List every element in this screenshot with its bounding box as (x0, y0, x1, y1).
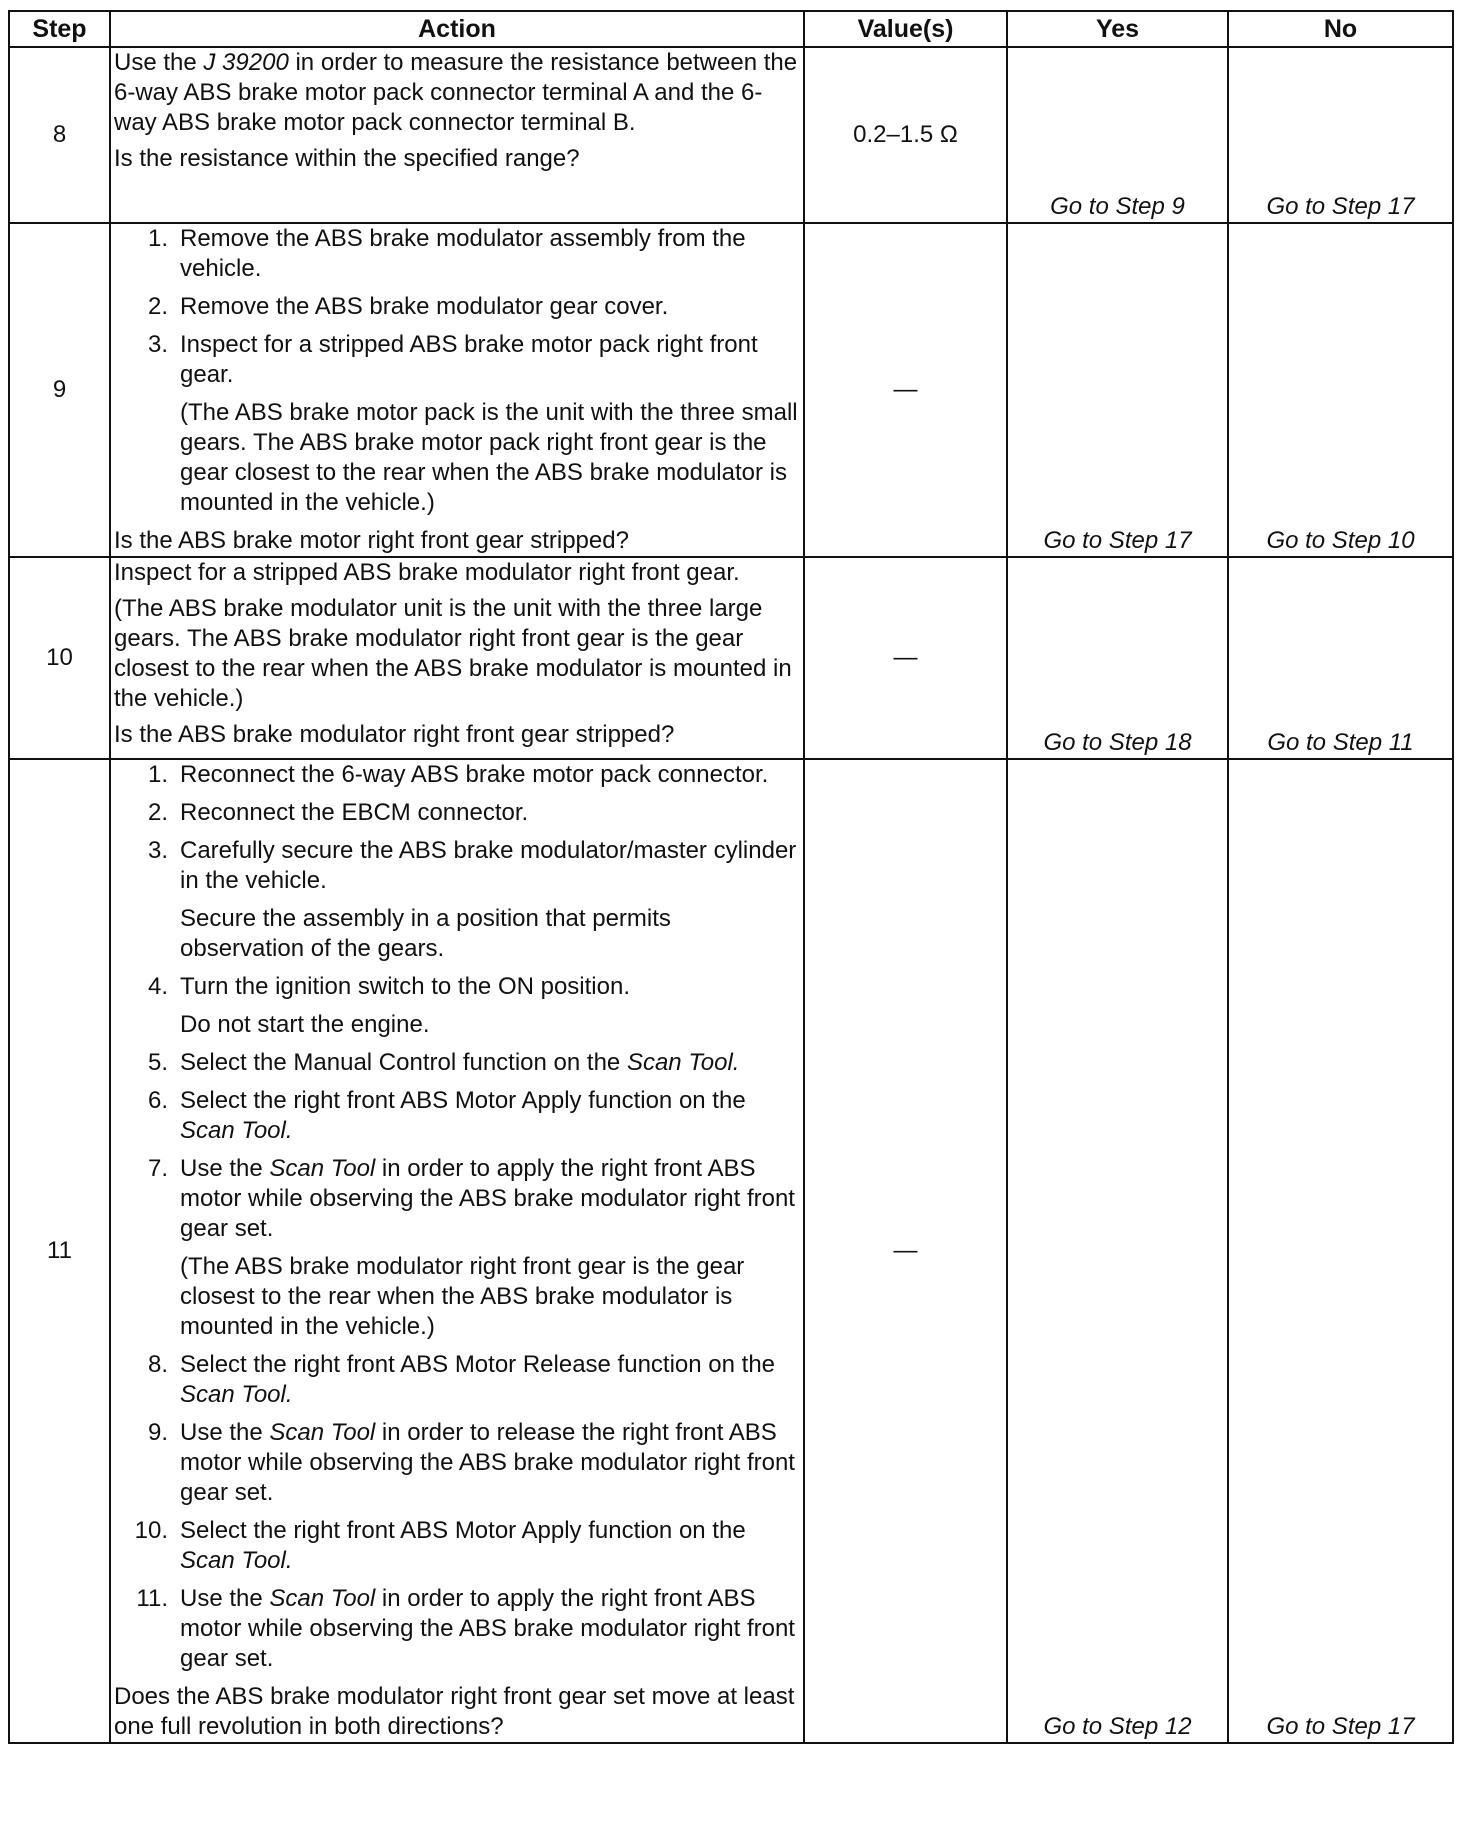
list-item (114, 292, 800, 322)
list-item-number: 9. (147, 1419, 168, 1446)
step-number: 9 (9, 223, 110, 557)
list-item (114, 972, 800, 1040)
text-fragment: Carefully secure the ABS brake modulator/master cylinder in the vehicle. (180, 837, 797, 894)
list-item-text (180, 225, 746, 282)
no-result: Go to Step 17 (1228, 47, 1453, 223)
yes-result: Go to Step 12 (1007, 759, 1228, 1743)
text-fragment: Select the right front ABS Motor Apply function on the (180, 1087, 746, 1114)
text-fragment: Use the (180, 1419, 270, 1446)
list-item-text (180, 799, 528, 826)
text-fragment: Scan Tool. (180, 1381, 293, 1408)
text-fragment: Scan Tool. (626, 1049, 740, 1076)
list-item-note: Do not start the engine. (180, 1011, 430, 1038)
list-item-text (180, 1087, 746, 1144)
text-fragment: Scan Tool (269, 1419, 376, 1446)
list-item-text (180, 1155, 795, 1242)
list-item-number: 1. (147, 225, 168, 252)
yes-result: Go to Step 9 (1007, 47, 1228, 223)
table-body (9, 47, 1453, 1743)
list-item-text (180, 761, 768, 788)
action-cell (110, 759, 804, 1743)
table-row (9, 557, 1453, 759)
table-row (9, 223, 1453, 557)
list-item-text (180, 1351, 775, 1408)
text-fragment: Use the (180, 1155, 270, 1182)
text-fragment: in order to apply the right front ABS motor while observing the ABS brake modulator right front gear set. (180, 1585, 795, 1672)
diagnostic-table (8, 10, 1454, 1744)
text-fragment: Use the (114, 49, 204, 76)
list-item-number: 10. (134, 1517, 168, 1544)
list-item (114, 836, 800, 964)
list-item-text (180, 1049, 739, 1076)
text-fragment: Use the (180, 1585, 270, 1612)
text-fragment: Turn the ignition switch to the ON position. (180, 973, 630, 1000)
action-question: Is the ABS brake motor right front gear stripped? (114, 527, 629, 554)
text-fragment: Scan Tool. (180, 1547, 293, 1574)
list-item-note: (The ABS brake motor pack is the unit with the three small gears. The ABS brake motor pack right front gear is the gear closest to the rear when the ABS brake modulator is mounted in the vehicle.) (180, 399, 798, 516)
action-instruction (114, 48, 800, 138)
list-item (114, 1584, 800, 1674)
procedure-list (114, 760, 800, 1674)
list-item-number: 4. (147, 973, 168, 1000)
list-item-number: 1. (147, 761, 168, 788)
list-item-text (180, 331, 758, 388)
list-item (114, 760, 800, 790)
list-item-text (180, 973, 630, 1000)
value-cell: — (804, 759, 1007, 1743)
yes-result: Go to Step 18 (1007, 557, 1228, 759)
list-item-number: 2. (147, 799, 168, 826)
text-fragment: Select the Manual Control function on the (180, 1049, 627, 1076)
action-cell (110, 557, 804, 759)
list-item-text (180, 837, 796, 894)
list-item-text (180, 1419, 795, 1506)
action-instruction (114, 558, 800, 588)
action-cell (110, 47, 804, 223)
action-note: (The ABS brake modulator unit is the unit with the three large gears. The ABS brake modulator right front gear is the gear closest to the rear when the ABS brake modulator is mounted in the vehicle.) (114, 595, 792, 712)
list-item-number: 3. (147, 837, 168, 864)
text-fragment: Inspect for a stripped ABS brake motor pack right front gear. (180, 331, 758, 388)
list-item (114, 1350, 800, 1410)
text-fragment: in order to apply the right front ABS motor while observing the ABS brake modulator right front gear set. (180, 1155, 795, 1242)
action-question: Does the ABS brake modulator right front gear set move at least one full revolution in both directions? (114, 1683, 795, 1740)
table-row (9, 759, 1453, 1743)
step-number: 10 (9, 557, 110, 759)
header-no: No (1228, 11, 1453, 47)
list-item (114, 1516, 800, 1576)
list-item (114, 330, 800, 518)
header-values: Value(s) (804, 11, 1007, 47)
list-item (114, 224, 800, 284)
list-item-number: 8. (147, 1351, 168, 1378)
header-action: Action (110, 11, 804, 47)
text-fragment: Remove the ABS brake modulator assembly from the vehicle. (180, 225, 746, 282)
no-result: Go to Step 11 (1228, 557, 1453, 759)
list-item (114, 1154, 800, 1342)
text-fragment: Inspect for a stripped ABS brake modulator right front gear. (114, 559, 740, 586)
list-item-text (180, 293, 668, 320)
list-item (114, 1418, 800, 1508)
list-item (114, 1086, 800, 1146)
list-item-note: (The ABS brake modulator right front gear is the gear closest to the rear when the ABS brake modulator is mounted in the vehicle.) (180, 1253, 745, 1340)
list-item-text (180, 1517, 746, 1574)
list-item-note: Secure the assembly in a position that permits observation of the gears. (180, 905, 671, 962)
text-fragment: Scan Tool (269, 1155, 376, 1182)
action-question: Is the ABS brake modulator right front gear stripped? (114, 721, 675, 748)
action-cell (110, 223, 804, 557)
text-fragment: Scan Tool. (180, 1117, 293, 1144)
list-item (114, 798, 800, 828)
table-row (9, 47, 1453, 223)
step-number: 8 (9, 47, 110, 223)
list-item-text (180, 1585, 795, 1672)
no-result: Go to Step 10 (1228, 223, 1453, 557)
header-step: Step (9, 11, 110, 47)
list-item (114, 1048, 800, 1078)
yes-result: Go to Step 17 (1007, 223, 1228, 557)
value-cell: 0.2–1.5 Ω (804, 47, 1007, 223)
header-row (9, 11, 1453, 47)
list-item-number: 2. (147, 293, 168, 320)
list-item-number: 6. (147, 1087, 168, 1114)
text-fragment: Select the right front ABS Motor Release function on the (180, 1351, 776, 1378)
no-result: Go to Step 17 (1228, 759, 1453, 1743)
text-fragment: Reconnect the EBCM connector. (180, 799, 529, 826)
value-cell: — (804, 557, 1007, 759)
step-number: 11 (9, 759, 110, 1743)
list-item-number: 3. (147, 331, 168, 358)
text-fragment: Remove the ABS brake modulator gear cover. (180, 293, 669, 320)
header-yes: Yes (1007, 11, 1228, 47)
text-fragment: Scan Tool (269, 1585, 376, 1612)
text-fragment: in order to release the right front ABS motor while observing the ABS brake modulator right front gear set. (180, 1419, 795, 1506)
list-item-number: 11. (136, 1585, 168, 1612)
text-fragment: Select the right front ABS Motor Apply function on the (180, 1517, 746, 1544)
text-fragment: Reconnect the 6-way ABS brake motor pack connector. (180, 761, 769, 788)
list-item-number: 7. (147, 1155, 168, 1182)
list-item-number: 5. (147, 1049, 168, 1076)
text-fragment: in order to measure the resistance between the 6-way ABS brake motor pack connector terminal A and the 6-way ABS brake motor pack connector terminal B. (114, 49, 798, 136)
value-cell: — (804, 223, 1007, 557)
procedure-list (114, 224, 800, 518)
text-fragment: J 39200 (203, 49, 289, 76)
action-question: Is the resistance within the specified range? (114, 145, 580, 172)
